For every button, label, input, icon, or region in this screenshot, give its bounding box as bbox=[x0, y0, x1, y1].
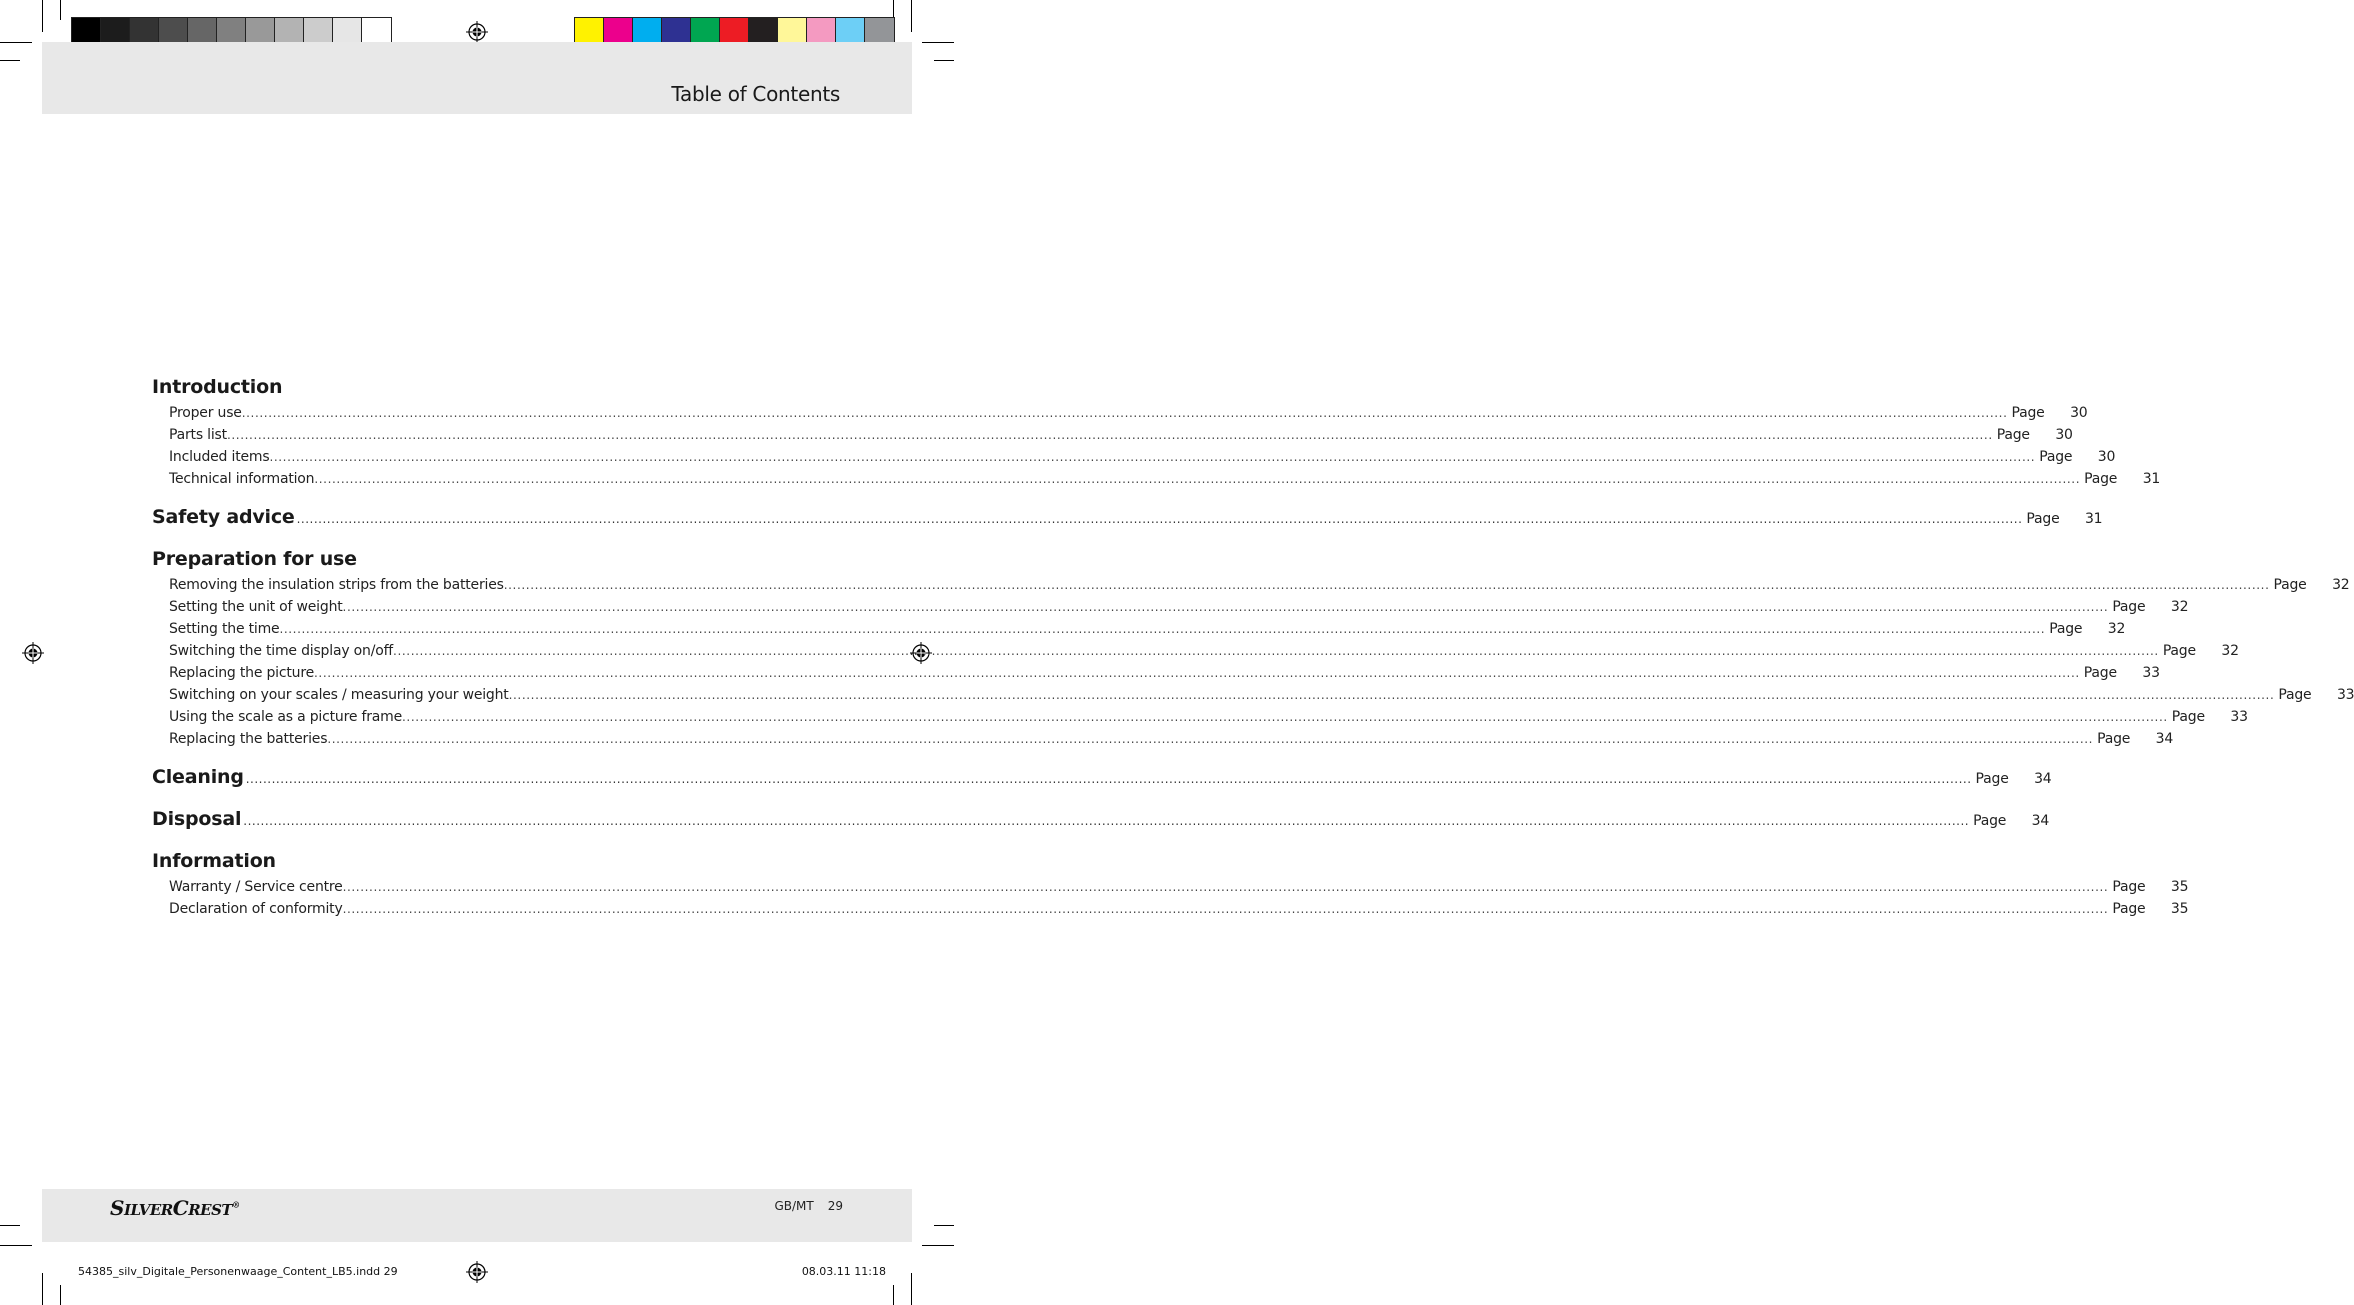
page-word: Page bbox=[2278, 687, 2312, 703]
toc-section-heading bbox=[152, 846, 802, 876]
color-swatch bbox=[662, 18, 691, 45]
crop-mark bbox=[0, 42, 32, 43]
page-word: Page bbox=[2162, 643, 2196, 659]
toc-entry[interactable] bbox=[169, 876, 2189, 898]
page-word: Page bbox=[2084, 471, 2118, 487]
toc-entry[interactable] bbox=[169, 728, 2174, 750]
toc-entry[interactable] bbox=[169, 898, 2189, 920]
page-word: Page bbox=[2097, 731, 2131, 747]
page-word: Page bbox=[2112, 879, 2146, 895]
page-num: 33 bbox=[2230, 709, 2248, 725]
brand-logo: SILVERCREST® bbox=[110, 1196, 240, 1220]
page-num: 30 bbox=[2097, 449, 2116, 465]
dot-leader: ................................................................................................................................................................................................................................................................................................................................................................................................................ bbox=[342, 902, 2109, 916]
toc-section bbox=[152, 846, 2189, 920]
toc-entry[interactable] bbox=[169, 424, 2073, 446]
page-ref bbox=[2278, 684, 2354, 706]
dot-leader: ................................................................................................................................................................................................................................................................................................................................................................................................................ bbox=[243, 814, 1970, 828]
color-swatch bbox=[217, 18, 246, 45]
page-num: 30 bbox=[2055, 427, 2073, 443]
entry-label: Setting the unit of weight bbox=[169, 599, 343, 615]
page-word: Page bbox=[1996, 427, 2030, 443]
registration-mark-icon bbox=[466, 1261, 488, 1283]
page-ref bbox=[1997, 424, 2073, 446]
entry-label: Technical information bbox=[169, 471, 315, 487]
dot-leader: ................................................................................................................................................................................................................................................................................................................................................................................................................ bbox=[226, 428, 1993, 442]
toc-section bbox=[152, 502, 2103, 532]
dot-leader: ................................................................................................................................................................................................................................................................................................................................................................................................................ bbox=[508, 688, 2275, 702]
toc-section bbox=[152, 762, 2052, 792]
color-swatch bbox=[101, 18, 130, 45]
page-word: Page bbox=[2039, 449, 2073, 465]
page-ref bbox=[2112, 876, 2188, 898]
entry-label: Switching the time display on/off bbox=[169, 643, 394, 659]
page-num: 30 bbox=[2070, 405, 2088, 421]
crop-mark bbox=[60, 1285, 61, 1305]
dot-leader: ................................................................................................................................................................................................................................................................................................................................................................................................................ bbox=[393, 644, 2159, 658]
color-swatch bbox=[575, 18, 604, 45]
toc-section bbox=[152, 544, 2354, 750]
color-swatch bbox=[275, 18, 304, 45]
toc-entry[interactable] bbox=[169, 596, 2189, 618]
toc-entry[interactable] bbox=[169, 684, 2354, 706]
section-title: Preparation for use bbox=[152, 548, 357, 570]
page-word: Page bbox=[1973, 813, 2007, 829]
page-ref bbox=[1976, 764, 2052, 794]
page-ref bbox=[2039, 446, 2115, 468]
page-title: Table of Contents bbox=[671, 82, 840, 106]
dot-leader: ................................................................................................................................................................................................................................................................................................................................................................................................................ bbox=[327, 732, 2094, 746]
page-ref bbox=[2049, 618, 2125, 640]
toc-section bbox=[152, 372, 2161, 490]
section-title: Cleaning bbox=[152, 766, 244, 788]
region-label: GB/MT bbox=[774, 1199, 814, 1213]
color-swatch bbox=[304, 18, 333, 45]
page-word: Page bbox=[1975, 771, 2009, 787]
entry-label: Replacing the picture bbox=[169, 665, 314, 681]
page-word: Page bbox=[2112, 901, 2146, 917]
crop-mark bbox=[42, 0, 43, 32]
crop-mark bbox=[911, 1273, 912, 1305]
page-num: 33 bbox=[2336, 687, 2354, 703]
page-num: 34 bbox=[2031, 813, 2050, 829]
page-ref bbox=[2026, 504, 2102, 534]
color-swatch bbox=[807, 18, 836, 45]
color-swatch bbox=[333, 18, 362, 45]
crop-mark bbox=[911, 0, 912, 32]
dot-leader: ................................................................................................................................................................................................................................................................................................................................................................................................................ bbox=[342, 880, 2109, 894]
page-ref bbox=[2112, 596, 2188, 618]
entry-label: Parts list bbox=[169, 427, 227, 443]
toc-section-heading bbox=[152, 762, 2052, 792]
color-swatch bbox=[72, 18, 101, 45]
entry-label: Setting the time bbox=[169, 621, 280, 637]
registration-mark-icon bbox=[466, 21, 488, 43]
slug-filename: 54385_silv_Digitale_Personenwaage_Content_LB5.indd 29 bbox=[78, 1265, 398, 1278]
page-ref bbox=[1973, 806, 2049, 836]
page-num: 35 bbox=[2170, 901, 2189, 917]
color-swatch bbox=[865, 18, 894, 45]
page-ref bbox=[2097, 728, 2173, 750]
section-title: Disposal bbox=[152, 808, 242, 830]
crop-mark bbox=[42, 1273, 43, 1305]
dot-leader: ................................................................................................................................................................................................................................................................................................................................................................................................................ bbox=[269, 450, 2036, 464]
page-num: 32 bbox=[2170, 599, 2189, 615]
crop-mark bbox=[60, 0, 61, 20]
color-swatch bbox=[720, 18, 749, 45]
page-ref bbox=[2274, 574, 2350, 596]
toc-section bbox=[152, 804, 2050, 834]
color-swatch bbox=[362, 18, 391, 45]
dot-leader: ................................................................................................................................................................................................................................................................................................................................................................................................................ bbox=[402, 710, 2168, 724]
dot-leader: ................................................................................................................................................................................................................................................................................................................................................................................................................ bbox=[245, 772, 1972, 786]
page-num: 31 bbox=[2084, 511, 2103, 527]
dot-leader: ................................................................................................................................................................................................................................................................................................................................................................................................................ bbox=[314, 472, 2081, 486]
entry-label: Removing the insulation strips from the batteries bbox=[169, 577, 504, 593]
page-word: Page bbox=[2083, 665, 2117, 681]
toc-entry[interactable] bbox=[169, 640, 2239, 662]
color-swatch bbox=[604, 18, 633, 45]
dot-leader: ................................................................................................................................................................................................................................................................................................................................................................................................................ bbox=[241, 406, 2008, 420]
section-title: Information bbox=[152, 850, 276, 872]
page-ref bbox=[2112, 898, 2188, 920]
entry-label: Warranty / Service centre bbox=[169, 879, 343, 895]
page-num: 33 bbox=[2142, 665, 2160, 681]
page-word: Page bbox=[2011, 405, 2045, 421]
page-num: 32 bbox=[2107, 621, 2126, 637]
section-title: Introduction bbox=[152, 376, 283, 398]
toc-section-heading bbox=[152, 502, 2103, 532]
color-swatch bbox=[633, 18, 662, 45]
entry-label: Replacing the batteries bbox=[169, 731, 328, 747]
toc-entry[interactable] bbox=[169, 446, 2116, 468]
entry-label: Included items bbox=[169, 449, 270, 465]
page-ref bbox=[2172, 706, 2248, 728]
toc-entry[interactable] bbox=[169, 468, 2161, 490]
color-swatch bbox=[246, 18, 275, 45]
page-num: 32 bbox=[2221, 643, 2239, 659]
dot-leader: ................................................................................................................................................................................................................................................................................................................................................................................................................ bbox=[314, 666, 2080, 680]
toc-entry[interactable] bbox=[169, 706, 2248, 728]
crop-mark bbox=[922, 1245, 954, 1246]
dot-leader: ................................................................................................................................................................................................................................................................................................................................................................................................................ bbox=[279, 622, 2046, 636]
toc-entry[interactable] bbox=[169, 402, 2088, 424]
page-num: 32 bbox=[2332, 577, 2350, 593]
entry-label: Declaration of conformity bbox=[169, 901, 343, 917]
crop-mark bbox=[0, 1225, 20, 1226]
page-word: Page bbox=[2026, 511, 2060, 527]
registration-mark-icon bbox=[22, 642, 44, 664]
page-number: 29 bbox=[827, 1199, 843, 1213]
page-ref bbox=[2011, 402, 2087, 424]
toc-section-heading bbox=[152, 372, 802, 402]
page-word: Page bbox=[2171, 709, 2205, 725]
crop-mark bbox=[893, 1285, 894, 1305]
color-swatch bbox=[778, 18, 807, 45]
page-ref bbox=[2084, 662, 2160, 684]
crop-mark bbox=[0, 60, 20, 61]
slug-date: 08.03.11 11:18 bbox=[801, 1265, 886, 1278]
dot-leader: ................................................................................................................................................................................................................................................................................................................................................................................................................ bbox=[296, 512, 2023, 526]
color-swatch bbox=[188, 18, 217, 45]
toc-section-heading bbox=[152, 804, 2050, 834]
entry-label: Switching on your scales / measuring your weight bbox=[169, 687, 509, 703]
toc-section-heading bbox=[152, 544, 802, 574]
crop-mark bbox=[934, 1225, 954, 1226]
crop-mark bbox=[922, 42, 954, 43]
toc-entry[interactable] bbox=[169, 618, 2126, 640]
page-num: 34 bbox=[2155, 731, 2174, 747]
page-ref bbox=[2163, 640, 2239, 662]
page-num: 34 bbox=[2034, 771, 2052, 787]
dot-leader: ................................................................................................................................................................................................................................................................................................................................................................................................................ bbox=[342, 600, 2109, 614]
entry-label: Proper use bbox=[169, 405, 242, 421]
color-swatch bbox=[691, 18, 720, 45]
page-word: Page bbox=[2049, 621, 2083, 637]
crop-mark bbox=[934, 60, 954, 61]
toc-entry[interactable] bbox=[169, 662, 2160, 684]
color-swatch bbox=[159, 18, 188, 45]
page-word: Page bbox=[2112, 599, 2146, 615]
entry-label: Using the scale as a picture frame bbox=[169, 709, 403, 725]
color-swatch bbox=[749, 18, 778, 45]
table-of-contents bbox=[152, 372, 2354, 920]
page-ref bbox=[2084, 468, 2160, 490]
dot-leader: ................................................................................................................................................................................................................................................................................................................................................................................................................ bbox=[503, 578, 2270, 592]
color-swatch bbox=[130, 18, 159, 45]
toc-entry[interactable] bbox=[169, 574, 2350, 596]
crop-mark bbox=[0, 1245, 32, 1246]
page-meta bbox=[774, 1199, 843, 1213]
color-swatch bbox=[836, 18, 865, 45]
page-num: 31 bbox=[2142, 471, 2161, 487]
page-word: Page bbox=[2273, 577, 2307, 593]
page-num: 35 bbox=[2170, 879, 2189, 895]
section-title: Safety advice bbox=[152, 506, 295, 528]
